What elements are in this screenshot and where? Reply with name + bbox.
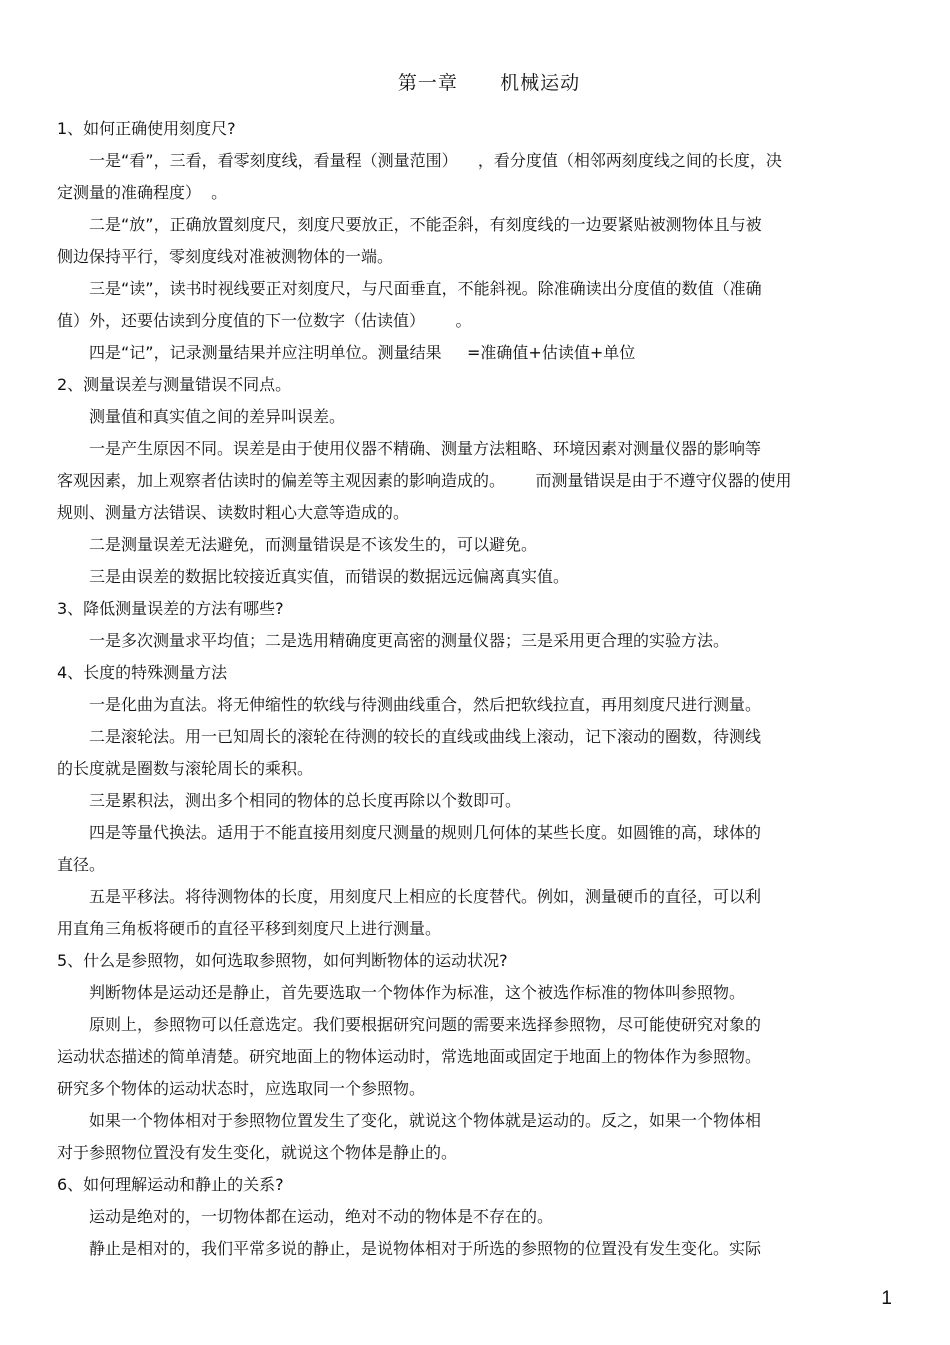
paragraph-line: 五是平移法。将待测物体的长度，用刻度尺上相应的长度替代。例如，测量硬币的直径，可以利 bbox=[89, 887, 762, 906]
paragraph-line: 一是多次测量求平均值；二是选用精确度更高密的测量仪器；三是采用更合理的实验方法。 bbox=[89, 631, 730, 650]
paragraph-line: 定测量的准确程度） 。 bbox=[57, 183, 228, 202]
paragraph-line: 客观因素，加上观察者估读时的偏差等主观因素的影响造成的。 而测量错误是由于不遵守仪器的使用 bbox=[57, 471, 792, 490]
paragraph-line: 静止是相对的，我们平常多说的静止，是说物体相对于所选的参照物的位置没有发生变化。实际 bbox=[89, 1239, 762, 1258]
paragraph-line: 二是测量误差无法避免，而测量错误是不该发生的，可以避免。 bbox=[89, 535, 538, 554]
paragraph-line: 一是产生原因不同。误差是由于使用仪器不精确、测量方法粗略、环境因素对测量仪器的影响等 bbox=[89, 439, 762, 458]
question-heading: 4、长度的特殊测量方法 bbox=[57, 663, 228, 682]
question-heading: 3、降低测量误差的方法有哪些? bbox=[57, 599, 284, 618]
paragraph-line: 原则上，参照物可以任意选定。我们要根据研究问题的需要来选择参照物，尽可能使研究对象的 bbox=[89, 1015, 762, 1034]
paragraph-line: 四是“记”，记录测量结果并应注明单位。测量结果 =准确值+估读值+单位 bbox=[89, 343, 636, 362]
paragraph-line: 一是化曲为直法。将无伸缩性的软线与待测曲线重合，然后把软线拉直，再用刻度尺进行测量。 bbox=[89, 695, 762, 714]
paragraph-line: 运动状态描述的简单清楚。研究地面上的物体运动时，常选地面或固定于地面上的物体作为参照物。 bbox=[57, 1047, 762, 1066]
paragraph-line: 测量值和真实值之间的差异叫误差。 bbox=[89, 407, 346, 426]
paragraph-line: 三是累积法，测出多个相同的物体的总长度再除以个数即可。 bbox=[89, 791, 522, 810]
paragraph-line: 二是“放”，正确放置刻度尺，刻度尺要放正，不能歪斜，有刻度线的一边要紧贴被测物体且与被 bbox=[89, 215, 762, 234]
paragraph-line: 值）外，还要估读到分度值的下一位数字（估读值） 。 bbox=[57, 311, 472, 330]
paragraph-line: 对于参照物位置没有发生变化，就说这个物体是静止的。 bbox=[57, 1143, 458, 1162]
paragraph-line: 一是“看”，三看，看零刻度线，看量程（测量范围） ，看分度值（相邻两刻度线之间的长度，决 bbox=[89, 151, 782, 170]
paragraph-line: 用直角三角板将硬币的直径平移到刻度尺上进行测量。 bbox=[57, 919, 442, 938]
paragraph-line: 判断物体是运动还是静止，首先要选取一个物体作为标准，这个被选作标准的物体叫参照物。 bbox=[89, 983, 746, 1002]
paragraph-line: 二是滚轮法。用一已知周长的滚轮在待测的较长的直线或曲线上滚动，记下滚动的圈数，待测线 bbox=[89, 727, 762, 746]
paragraph-line: 的长度就是圈数与滚轮周长的乘积。 bbox=[57, 759, 314, 778]
page-number: 1 bbox=[881, 1288, 892, 1309]
paragraph-line: 运动是绝对的，一切物体都在运动，绝对不动的物体是不存在的。 bbox=[89, 1207, 554, 1226]
chapter-title: 第一章 机械运动 bbox=[397, 72, 581, 94]
paragraph-line: 三是由误差的数据比较接近真实值，而错误的数据远远偏离真实值。 bbox=[89, 567, 570, 586]
paragraph-line: 直径。 bbox=[57, 855, 106, 874]
paragraph-line: 如果一个物体相对于参照物位置发生了变化，就说这个物体就是运动的。反之，如果一个物体相 bbox=[89, 1111, 762, 1130]
question-heading: 5、什么是参照物，如何选取参照物，如何判断物体的运动状况? bbox=[57, 951, 508, 970]
document-body bbox=[57, 113, 877, 1265]
question-heading: 6、如何理解运动和静止的关系? bbox=[57, 1175, 284, 1194]
question-heading: 1、如何正确使用刻度尺? bbox=[57, 119, 236, 138]
paragraph-line: 规则、测量方法错误、读数时粗心大意等造成的。 bbox=[57, 503, 410, 522]
paragraph-line: 研究多个物体的运动状态时，应选取同一个参照物。 bbox=[57, 1079, 426, 1098]
paragraph-line: 三是“读”，读书时视线要正对刻度尺，与尺面垂直，不能斜视。除准确读出分度值的数值（准确 bbox=[89, 279, 762, 298]
paragraph-line: 侧边保持平行，零刻度线对准被测物体的一端。 bbox=[57, 247, 394, 266]
question-heading: 2、测量误差与测量错误不同点。 bbox=[57, 375, 292, 394]
paragraph-line: 四是等量代换法。适用于不能直接用刻度尺测量的规则几何体的某些长度。如圆锥的高，球体的 bbox=[89, 823, 762, 842]
